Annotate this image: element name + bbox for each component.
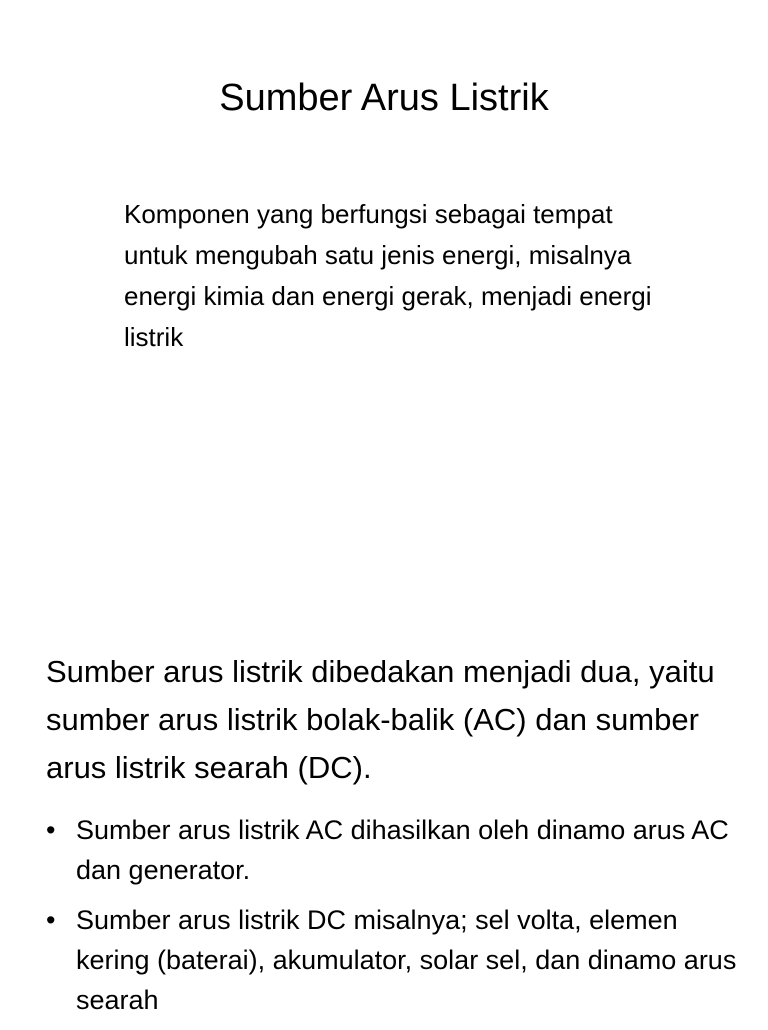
slide-title: Sumber Arus Listrik xyxy=(219,77,549,119)
bullet-icon: • xyxy=(46,905,56,935)
bullet-list xyxy=(46,810,746,1030)
bullet-icon: • xyxy=(46,815,56,845)
bullet-text-dc: Sumber arus listrik DC misalnya; sel volta, elemen kering (baterai), akumulator, solar sel, dan dinamo arus searah xyxy=(76,905,737,1015)
definition-text: Komponen yang berfungsi sebagai tempat untuk mengubah satu jenis energi, misalnya energi kimia dan energi gerak, menjadi energi listrik xyxy=(124,199,652,352)
bullet-text-ac: Sumber arus listrik AC dihasilkan oleh dinamo arus AC dan generator. xyxy=(76,815,729,885)
intro-paragraph: Sumber arus listrik dibedakan menjadi dua, yaitu sumber arus listrik bolak-balik (AC) dan sumber arus listrik searah (DC). xyxy=(46,654,715,785)
list-item xyxy=(46,900,746,1020)
list-item xyxy=(46,810,746,890)
